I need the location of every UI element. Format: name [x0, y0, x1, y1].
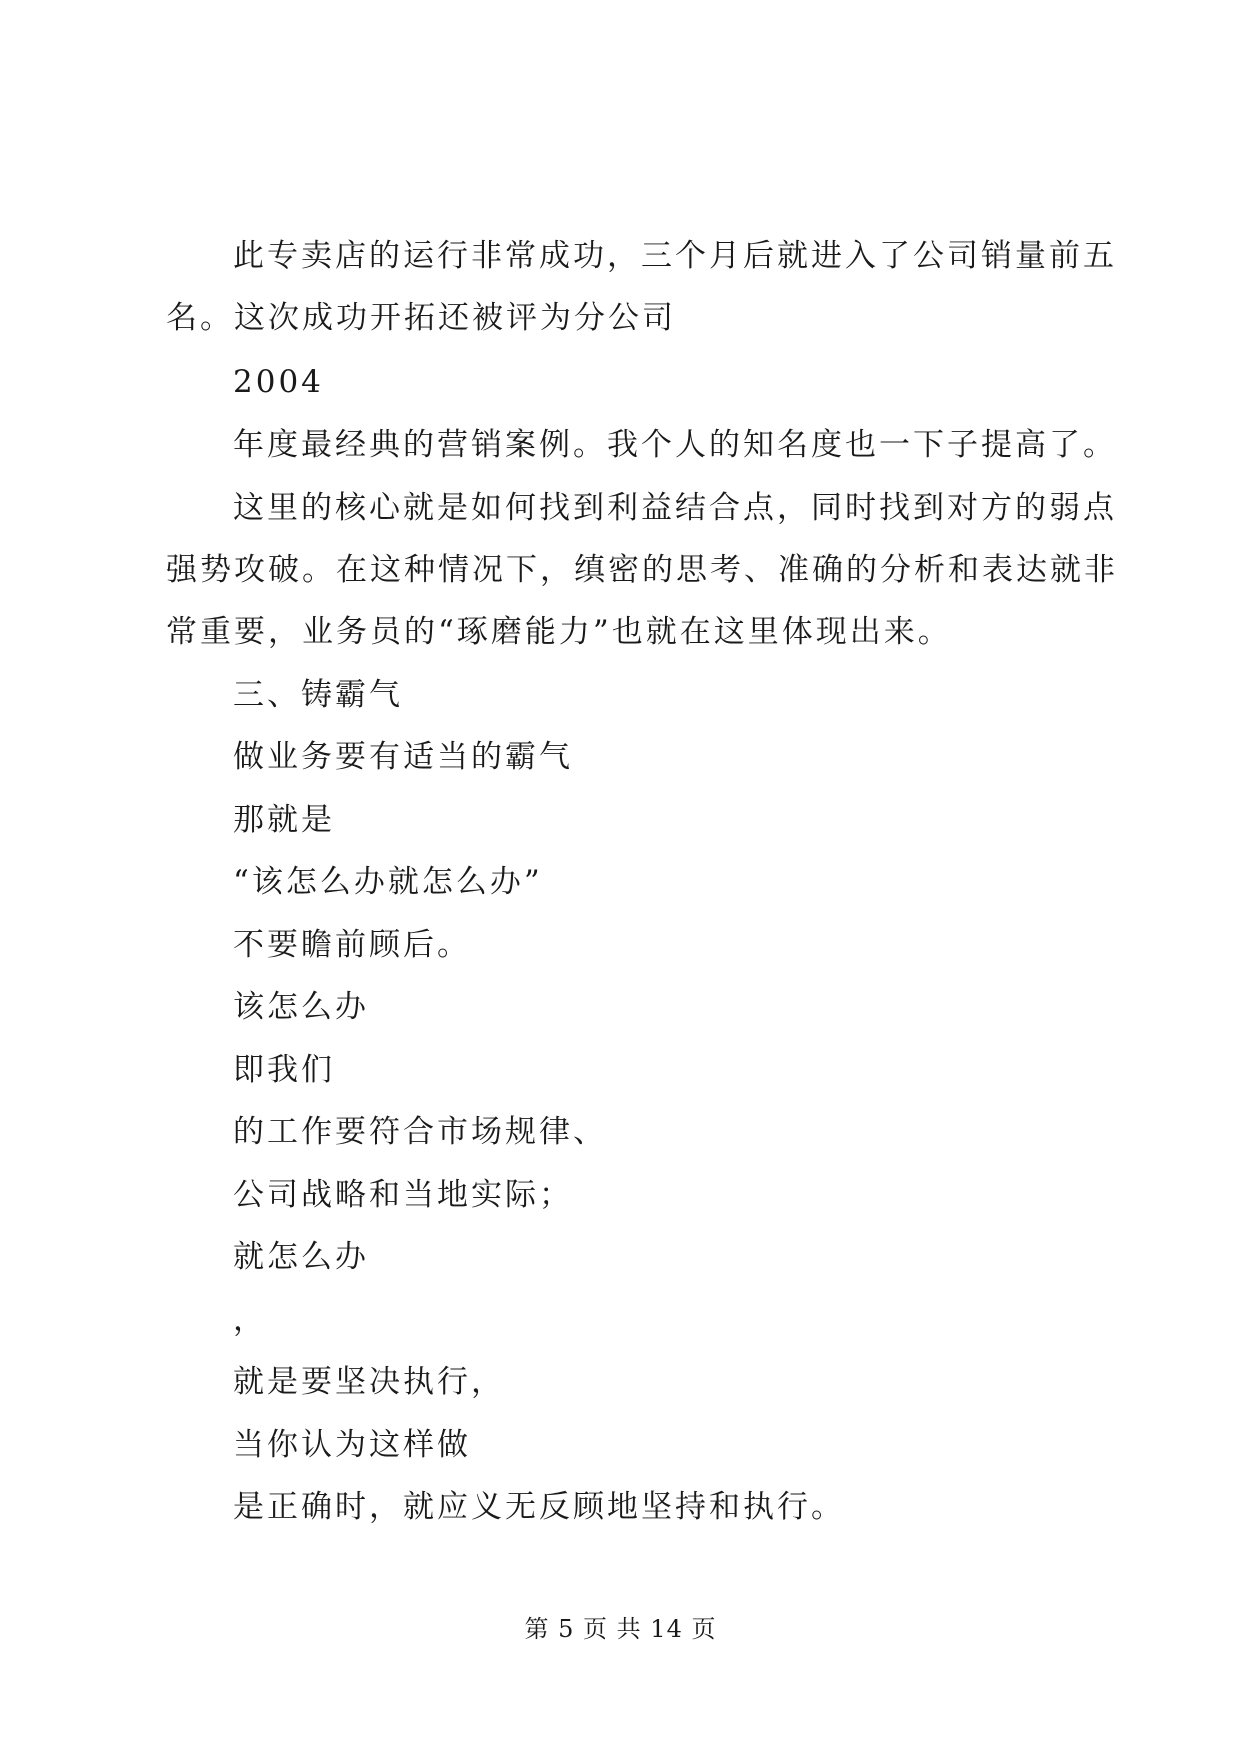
page-number-footer: 第 5 页 共 14 页 — [524, 1615, 717, 1643]
paragraph-line: 的工作要符合市场规律、 — [233, 1114, 607, 1150]
section-heading: 三、铸霸气 — [233, 677, 403, 713]
paragraph-line: 强势攻破。在这种情况下，缜密的思考、准确的分析和表达就非 — [166, 552, 1118, 588]
paragraph-line: 就是要坚决执行， — [233, 1364, 505, 1400]
paragraph-line: 是正确时，就应义无反顾地坚持和执行。 — [233, 1489, 845, 1525]
paragraph-line: 那就是 — [233, 802, 335, 838]
paragraph-line: 该怎么办 — [233, 989, 369, 1025]
paragraph-line: 名。这次成功开拓还被评为分公司 — [166, 300, 676, 336]
paragraph-line: 当你认为这样做 — [233, 1427, 471, 1463]
paragraph-line: 2004 — [233, 364, 324, 400]
paragraph-line: 年度最经典的营销案例。我个人的知名度也一下子提高了。 — [233, 427, 1117, 463]
paragraph-line: 即我们 — [233, 1052, 335, 1088]
paragraph-line: 这里的核心就是如何找到利益结合点，同时找到对方的弱点 — [233, 490, 1117, 526]
paragraph-line: 此专卖店的运行非常成功，三个月后就进入了公司销量前五 — [233, 238, 1117, 274]
paragraph-line: 公司战略和当地实际； — [233, 1177, 573, 1213]
paragraph-line: 做业务要有适当的霸气 — [233, 739, 573, 775]
paragraph-line: 不要瞻前顾后。 — [233, 927, 471, 963]
paragraph-line: 常重要，业务员的“琢磨能力”也就在这里体现出来。 — [166, 614, 952, 650]
paragraph-line: “该怎么办就怎么办” — [233, 864, 543, 900]
paragraph-line: ， — [233, 1302, 267, 1338]
paragraph-line: 就怎么办 — [233, 1239, 369, 1275]
